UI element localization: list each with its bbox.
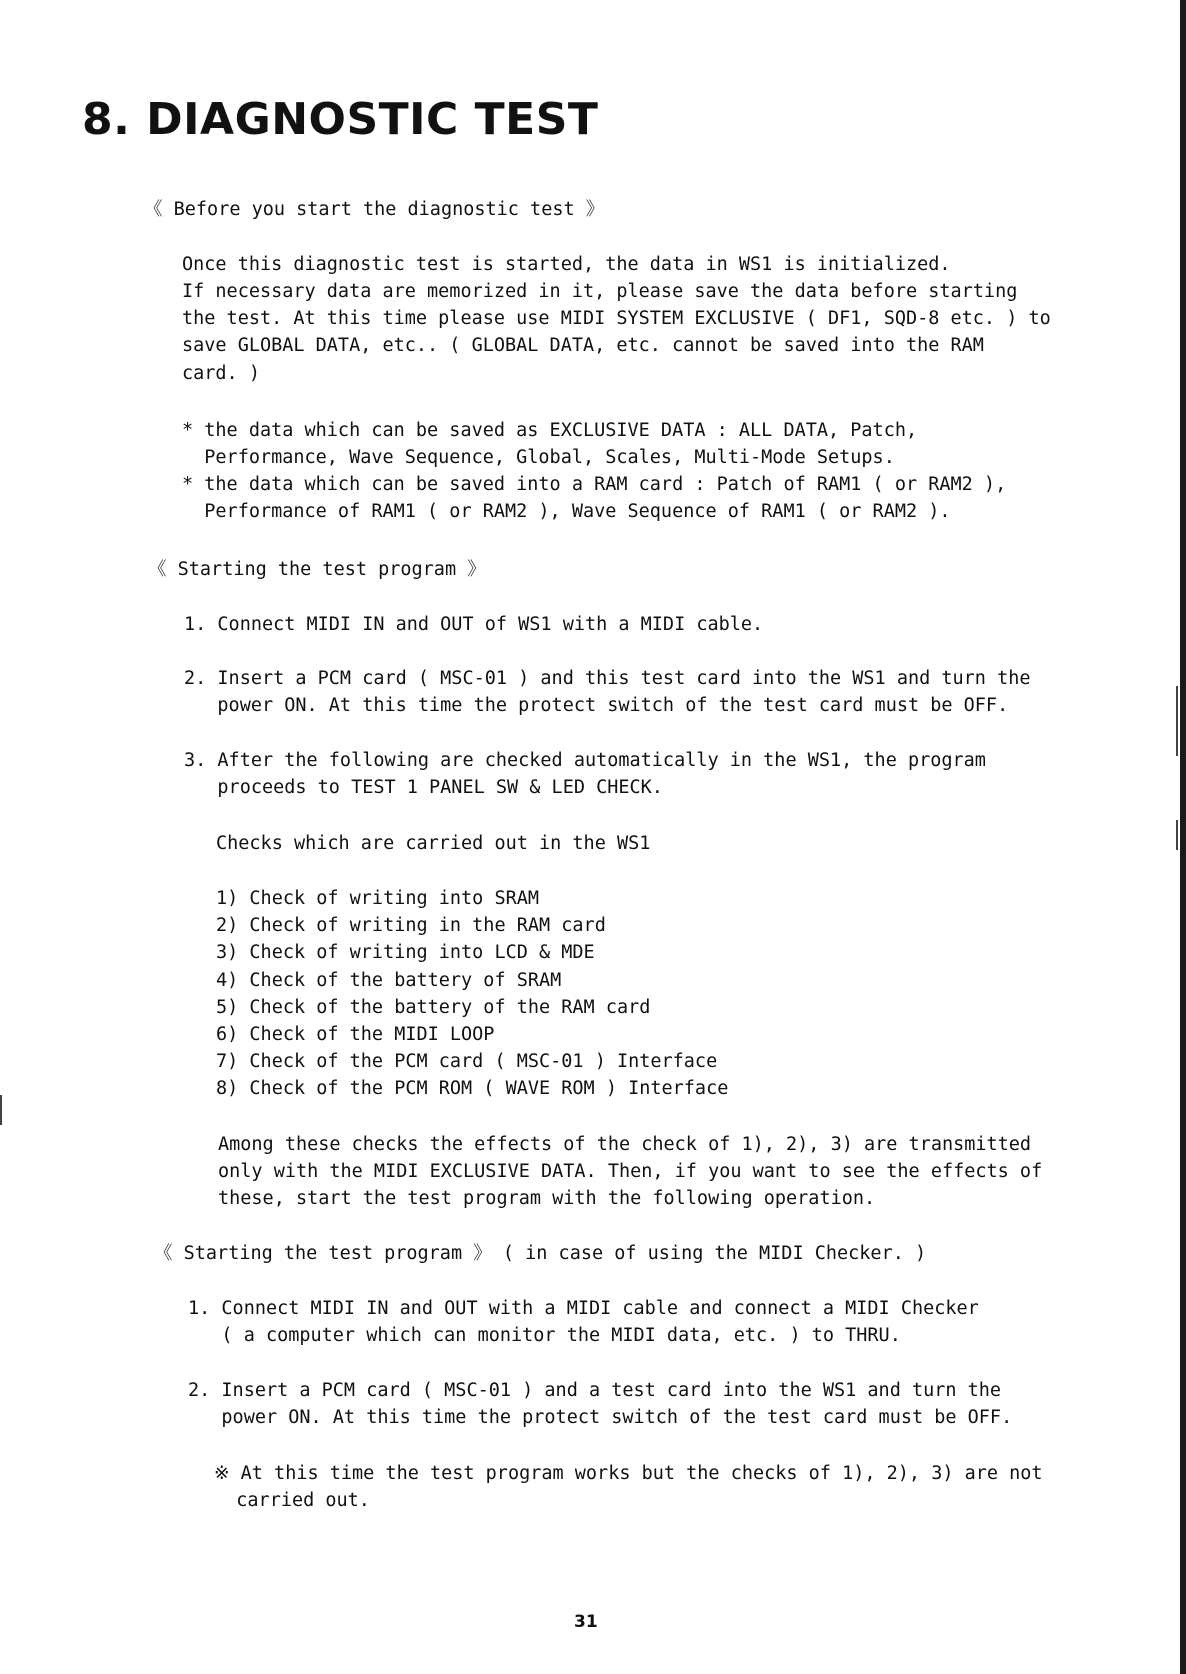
check-item: 6) Check of the MIDI LOOP xyxy=(216,1024,495,1045)
check-item: 7) Check of the PCM card ( MSC-01 ) Interface xyxy=(216,1051,718,1072)
section-heading-before-test: 《 Before you start the diagnostic test 》 xyxy=(144,199,605,220)
remark-line: ※ At this time the test program works but the checks of 1), 2), 3) are not xyxy=(214,1463,1043,1484)
step-line: proceeds to TEST 1 PANEL SW & LED CHECK. xyxy=(184,777,663,798)
checks-note-line: Among these checks the effects of the check of 1), 2), 3) are transmitted xyxy=(218,1134,1032,1155)
step-line: 2. Insert a PCM card ( MSC-01 ) and a test card into the WS1 and turn the xyxy=(188,1380,1002,1401)
note-line: * the data which can be saved into a RAM card : Patch of RAM1 ( or RAM2 ), xyxy=(182,474,1007,495)
check-item: 5) Check of the battery of the RAM card xyxy=(216,997,651,1018)
check-item: 1) Check of writing into SRAM xyxy=(216,888,540,909)
intro-paragraph-line: save GLOBAL DATA, etc.. ( GLOBAL DATA, etc. cannot be saved into the RAM xyxy=(182,335,984,356)
step-line: ( a computer which can monitor the MIDI data, etc. ) to THRU. xyxy=(188,1325,901,1346)
check-item: 8) Check of the PCM ROM ( WAVE ROM ) Interface xyxy=(216,1078,729,1099)
intro-paragraph-line: card. ) xyxy=(182,363,260,384)
checks-note-line: these, start the test program with the following operation. xyxy=(218,1188,876,1209)
scan-mark-right-2 xyxy=(1176,820,1178,850)
check-item: 3) Check of writing into LCD & MDE xyxy=(216,942,595,963)
checks-note-line: only with the MIDI EXCLUSIVE DATA. Then, if you want to see the effects of xyxy=(218,1161,1043,1182)
scan-edge-right xyxy=(1180,0,1186,1674)
step-line: 3. After the following are checked automatically in the WS1, the program xyxy=(184,750,986,771)
section-heading-starting-test: 《 Starting the test program 》 xyxy=(148,559,486,580)
checks-intro: Checks which are carried out in the WS1 xyxy=(216,833,651,854)
intro-paragraph-line: the test. At this time please use MIDI SYSTEM EXCLUSIVE ( DF1, SQD-8 etc. ) to xyxy=(182,308,1051,329)
remark-line: carried out. xyxy=(214,1490,370,1511)
page-title: 8. DIAGNOSTIC TEST xyxy=(82,94,599,145)
step-line: power ON. At this time the protect switch of the test card must be OFF. xyxy=(188,1407,1013,1428)
step-line: 1. Connect MIDI IN and OUT of WS1 with a MIDI cable. xyxy=(184,614,764,635)
intro-paragraph-line: Once this diagnostic test is started, the data in WS1 is initialized. xyxy=(182,254,951,275)
check-item: 4) Check of the battery of SRAM xyxy=(216,970,562,991)
check-item: 2) Check of writing in the RAM card xyxy=(216,915,606,936)
step-line: 2. Insert a PCM card ( MSC-01 ) and this test card into the WS1 and turn the xyxy=(184,668,1031,689)
page-number: 31 xyxy=(574,1612,598,1632)
scan-mark-left xyxy=(0,1095,2,1125)
step-line: power ON. At this time the protect switch of the test card must be OFF. xyxy=(184,695,1009,716)
intro-paragraph-line: If necessary data are memorized in it, please save the data before starting xyxy=(182,281,1018,302)
section-heading-midi-checker: 《 Starting the test program 》 ( in case of using the MIDI Checker. ) xyxy=(154,1243,927,1264)
note-line: * the data which can be saved as EXCLUSIVE DATA : ALL DATA, Patch, xyxy=(182,420,918,441)
scan-mark-right-1 xyxy=(1176,686,1178,756)
note-line: Performance, Wave Sequence, Global, Scales, Multi-Mode Setups. xyxy=(182,447,895,468)
step-line: 1. Connect MIDI IN and OUT with a MIDI cable and connect a MIDI Checker xyxy=(188,1298,979,1319)
note-line: Performance of RAM1 ( or RAM2 ), Wave Sequence of RAM1 ( or RAM2 ). xyxy=(182,501,951,522)
